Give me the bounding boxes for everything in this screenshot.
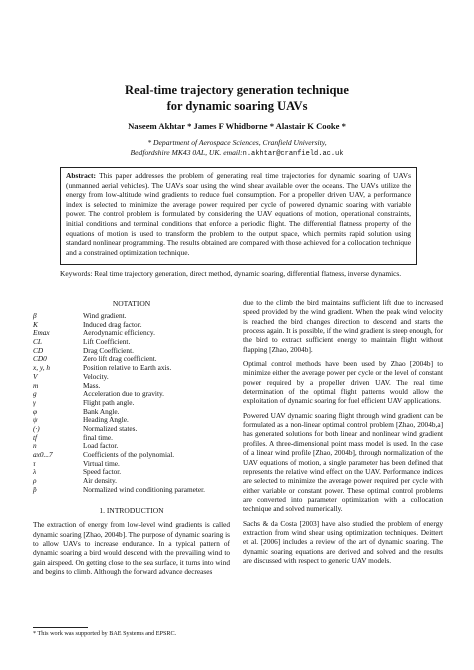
notation-row: [33, 408, 230, 417]
affiliation-line-2: [0, 148, 474, 159]
notation-description: Normalized states.: [83, 423, 138, 433]
footnote: * This work was supported by BAE Systems and EPSRC.: [33, 630, 177, 637]
abstract-text: This paper addresses the problem of generating real time trajectories for dynamic soaring of UAVs (unmanned aerial vehicles). The UAVs soar using the wind shear available over the oceans. The UAVs utilize the energy from low-altitude wind gradients to reduce fuel consumption. For a propeller driven UAV, a performance index is selected to minimize the average power required per cycle of powered dynamic soaring with variable power. The control problem is formulated by considering the UAV equations of motion, operational constraints, initial conditions and terminal conditions that enforce a periodic flight. The differential flatness property of the equations of motion is used to transform the problem to the output space, which permits rapid solution using standard nonlinear programming. The results obtained are compared with those achieved for a collocation technique and a constrained optimization technique.: [66, 171, 411, 257]
abstract-paragraph: [66, 171, 411, 257]
notation-description: Normalized wind conditioning parameter.: [83, 484, 205, 494]
notation-symbol: CD0: [33, 354, 47, 364]
notation-description: Position relative to Earth axis.: [83, 363, 172, 373]
affiliation-line-1: * Department of Aerospace Sciences, Cranfield University,: [147, 138, 327, 147]
notation-symbol: ax0...7: [33, 450, 53, 459]
notation-symbol: V: [33, 371, 38, 381]
notation-symbol: ψ: [33, 415, 38, 425]
notation-description: Bank Angle.: [83, 406, 120, 416]
notation-symbol: λ: [33, 467, 37, 477]
notation-symbol: Emax: [33, 328, 50, 338]
notation-row: [33, 425, 230, 434]
notation-description: Zero lift drag coefficient.: [83, 354, 157, 364]
notation-symbol: x, y, h: [33, 363, 51, 373]
notation-symbol: g: [33, 389, 37, 399]
right-column: [243, 298, 443, 570]
notation-row: [33, 451, 230, 460]
notation-symbol: p̄: [33, 484, 37, 494]
introduction-heading: 1. INTRODUCTION: [99, 506, 164, 516]
notation-heading: NOTATION: [112, 299, 151, 308]
notation-symbol: τ: [33, 458, 36, 468]
author-email: n.akhtar@cranfield.ac.uk: [242, 150, 344, 158]
right-paragraph-3: Powered UAV dynamic soaring flight through wind gradient can be formulated as a non-linear optimal control problem [Zhao, 2004b,a] has generated solutions for both linear and nonlinear wind gradient profiles. A three-dimensional point mass model is used. In the case of a linear wind profile [Zhao, 2004b], through normalization of the UAV equations of motion, a single parameter has been defined that represents the relative wind effect on the UAV. Performance indices are selected to minimize the average power required per cycle with either variable or constant power. These optimal control problems are converted into parameter optimization with a collocation technique and solved numerically.: [243, 410, 443, 514]
notation-description: Lift Coefficient.: [83, 337, 131, 347]
notation-description: Acceleration due to gravity.: [83, 389, 164, 399]
notation-description: Coefficients of the polynomial.: [83, 450, 175, 459]
notation-symbol: ρ: [33, 476, 37, 486]
notation-symbol: (·): [33, 423, 40, 433]
title-line-1: Real-time trajectory generation technique: [125, 83, 349, 97]
keywords: Keywords: Real time trajectory generation, direct method, dynamic soaring, differential flatness, inverse dynamics.: [60, 269, 402, 278]
notation-list: [33, 312, 230, 494]
notation-symbol: CD: [33, 345, 44, 355]
notation-symbol: m: [33, 380, 39, 390]
notation-symbol: tf: [33, 432, 38, 442]
notation-row: [33, 434, 230, 443]
left-column: [33, 299, 230, 577]
notation-symbol: γ: [33, 397, 36, 407]
notation-symbol: β: [33, 311, 37, 320]
notation-row: [33, 399, 230, 408]
notation-description: Load factor.: [83, 441, 119, 451]
notation-row: [33, 460, 230, 469]
notation-description: Heading Angle.: [83, 415, 129, 425]
notation-row: [33, 373, 230, 382]
right-paragraph-4: Sachs & da Costa [2003] have also studied the problem of energy extraction from wind shear using optimization techniques. Deittert et al. [2006] includes a review of the art of dynamic soaring. The dynamic soaring equations are derived and solved and the results are discussed with respect to generic UAV models.: [243, 518, 443, 565]
notation-row: [33, 329, 230, 338]
introduction-text: The extraction of energy from low-level wind gradients is called dynamic soaring [Zhao, 2004b]. The purpose of dynamic soaring is to allow UAVs to increase endurance. In a typical pattern of dynamic soaring a bird would descend with the prevailing wind to gain airspeed. On getting close to the sea surface, it turns into wind and begins to climb. Although the forward advance decreases: [33, 520, 230, 577]
notation-description: Wind gradient.: [83, 311, 127, 320]
notation-description: Induced drag factor.: [83, 319, 142, 329]
notation-description: Velocity.: [83, 371, 109, 381]
notation-symbol: n: [33, 441, 37, 451]
notation-description: Drag Coefficient.: [83, 345, 134, 355]
notation-symbol: φ: [33, 406, 38, 416]
notation-row: [33, 468, 230, 477]
notation-description: Speed factor.: [83, 467, 122, 477]
notation-description: Virtual time.: [83, 458, 120, 468]
notation-symbol: CL: [33, 337, 42, 347]
abstract-box: [60, 167, 417, 265]
notation-description: Aerodynamic efficiency.: [83, 328, 155, 338]
paper-title: [0, 82, 474, 114]
notation-description: final time.: [83, 432, 113, 442]
notation-row: [33, 364, 230, 373]
affiliation: [0, 138, 474, 159]
abstract-label: Abstract:: [66, 171, 96, 180]
notation-description: Mass.: [83, 380, 101, 390]
author-list: Naseem Akhtar * James F Whidborne * Alastair K Cooke *: [128, 121, 346, 131]
right-paragraph-2: Optimal control methods have been used by Zhao [2004b] to minimize either the average power per cycle or the level of constant power required by a propeller driven UAV. The real time determination of the optimal flight patterns would allow the exploitation of dynamic soaring for fuel efficient UAV applications.: [243, 359, 443, 406]
affiliation-address: Bedfordshire MK43 0AL, UK. email:: [130, 148, 243, 157]
notation-description: Air density.: [83, 476, 117, 486]
footnote-rule: [33, 627, 88, 628]
notation-row: [33, 486, 230, 495]
right-paragraph-1: due to the climb the bird maintains sufficient lift due to increased speed provided by the wind gradient. When the peak wind velocity is reached the bird changes direction to descend and starts the process again. It is possible, if the wind gradient is steep enough, for the bird to extract sufficient energy to maintain flight without flapping [Zhao, 2004b].: [243, 298, 444, 354]
notation-symbol: K: [33, 319, 38, 329]
notation-description: Flight path angle.: [83, 397, 135, 407]
title-line-2: for dynamic soaring UAVs: [166, 99, 308, 113]
